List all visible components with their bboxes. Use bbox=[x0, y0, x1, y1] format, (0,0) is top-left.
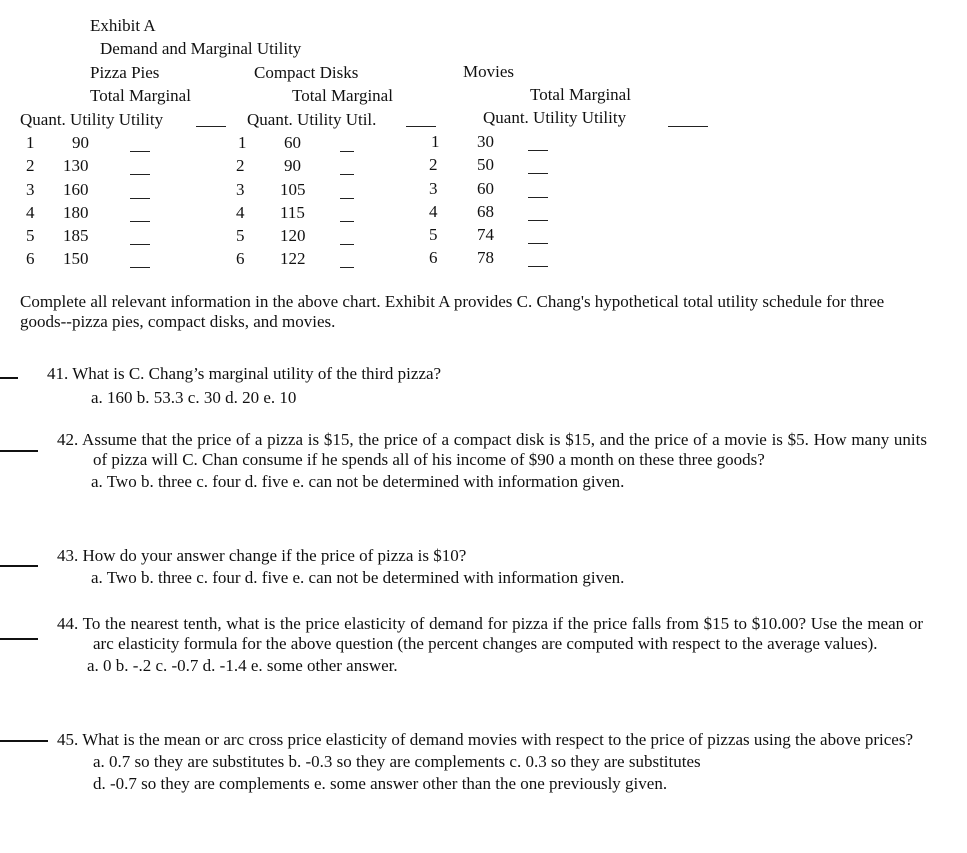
answer-options: a. 0 b. -.2 c. -0.7 d. -1.4 e. some other answer. bbox=[87, 656, 398, 675]
cd-header-blank bbox=[406, 126, 436, 127]
pizza-quantity: 4 bbox=[26, 203, 35, 222]
pizza-marginal-blank[interactable] bbox=[130, 198, 150, 199]
answer-blank-45[interactable] bbox=[0, 740, 48, 742]
cd-quantity: 3 bbox=[236, 180, 245, 199]
pizza-quantity: 5 bbox=[26, 226, 35, 245]
answer-options-line2: d. -0.7 so they are complements e. some answer other than the one previously given. bbox=[93, 774, 668, 793]
movie-quantity: 3 bbox=[429, 179, 438, 198]
question-stem: 43. How do your answer change if the price of pizza is $10? bbox=[57, 546, 467, 565]
movie-quantity: 6 bbox=[429, 248, 438, 267]
movie-header-line1: Total Marginal bbox=[530, 85, 631, 104]
cd-marginal-blank[interactable] bbox=[340, 151, 354, 152]
cd-quantity: 2 bbox=[236, 156, 245, 175]
movie-quantity: 1 bbox=[431, 132, 440, 151]
pizza-total-utility: 90 bbox=[72, 133, 89, 152]
cd-header-line1: Total Marginal bbox=[292, 86, 393, 105]
pizza-quantity: 2 bbox=[26, 156, 35, 175]
cd-quantity: 4 bbox=[236, 203, 245, 222]
movie-quantity: 2 bbox=[429, 155, 438, 174]
exhibit-title: Exhibit A bbox=[90, 16, 156, 35]
pizza-total-utility: 150 bbox=[63, 249, 89, 268]
cd-marginal-blank[interactable] bbox=[340, 174, 354, 175]
question-45 bbox=[57, 730, 923, 794]
cd-total-utility: 120 bbox=[280, 226, 306, 245]
movie-marginal-blank[interactable] bbox=[528, 266, 548, 267]
pizza-marginal-blank[interactable] bbox=[130, 267, 150, 268]
movie-total-utility: 78 bbox=[477, 248, 494, 267]
answer-blank-41[interactable] bbox=[0, 377, 18, 379]
answer-options: a. 0.7 so they are substitutes b. -0.3 so they are complements c. 0.3 so they are substitutes bbox=[93, 752, 701, 771]
good-name-movies: Movies bbox=[463, 62, 514, 81]
answer-blank-44[interactable] bbox=[0, 638, 38, 640]
movie-quantity: 5 bbox=[429, 225, 438, 244]
pizza-total-utility: 160 bbox=[63, 180, 89, 199]
pizza-header-line2: Quant. Utility Utility bbox=[20, 110, 164, 129]
cd-marginal-blank[interactable] bbox=[340, 267, 354, 268]
movie-marginal-blank[interactable] bbox=[528, 197, 548, 198]
question-stem: 44. To the nearest tenth, what is the price elasticity of demand for pizza if the price falls from $15 to $10.00? Use the mean or arc elasticity formula for the above question (the percent changes are computed with respect to the average values). bbox=[57, 614, 923, 653]
answer-options: a. Two b. three c. four d. five e. can not be determined with information given. bbox=[91, 472, 625, 491]
instructions-paragraph: Complete all relevant information in the above chart. Exhibit A provides C. Chang's hypothetical total utility schedule for three goods--pizza pies, compact disks, and movies. bbox=[20, 292, 885, 331]
question-41 bbox=[47, 364, 927, 408]
answer-options: a. 160 b. 53.3 c. 30 d. 20 e. 10 bbox=[91, 388, 297, 407]
movie-marginal-blank[interactable] bbox=[528, 243, 548, 244]
movie-total-utility: 50 bbox=[477, 155, 494, 174]
answer-blank-43[interactable] bbox=[0, 565, 38, 567]
pizza-quantity: 1 bbox=[26, 133, 35, 152]
cd-total-utility: 122 bbox=[280, 249, 306, 268]
cd-total-utility: 105 bbox=[280, 180, 306, 199]
movie-header-line2: Quant. Utility Utility bbox=[483, 108, 627, 127]
cd-quantity: 6 bbox=[236, 249, 245, 268]
movie-marginal-blank[interactable] bbox=[528, 220, 548, 221]
answer-blank-42[interactable] bbox=[0, 450, 38, 452]
movie-marginal-blank[interactable] bbox=[528, 173, 548, 174]
cd-total-utility: 60 bbox=[284, 133, 301, 152]
pizza-total-utility: 185 bbox=[63, 226, 89, 245]
pizza-marginal-blank[interactable] bbox=[130, 244, 150, 245]
good-name-pizza: Pizza Pies bbox=[90, 63, 160, 82]
pizza-marginal-blank[interactable] bbox=[130, 151, 150, 152]
cd-total-utility: 90 bbox=[284, 156, 301, 175]
cd-quantity: 5 bbox=[236, 226, 245, 245]
movie-total-utility: 30 bbox=[477, 132, 494, 151]
movie-total-utility: 60 bbox=[477, 179, 494, 198]
pizza-quantity: 3 bbox=[26, 180, 35, 199]
cd-marginal-blank[interactable] bbox=[340, 244, 354, 245]
movie-total-utility: 68 bbox=[477, 202, 494, 221]
cd-quantity: 1 bbox=[238, 133, 247, 152]
cd-total-utility: 115 bbox=[280, 203, 305, 222]
question-stem: 41. What is C. Chang’s marginal utility of the third pizza? bbox=[47, 364, 442, 383]
pizza-marginal-blank[interactable] bbox=[130, 174, 150, 175]
pizza-header-line1: Total Marginal bbox=[90, 86, 191, 105]
movie-marginal-blank[interactable] bbox=[528, 150, 548, 151]
answer-options: a. Two b. three c. four d. five e. can not be determined with information given. bbox=[91, 568, 625, 587]
cd-header-line2: Quant. Utility Util. bbox=[247, 110, 377, 129]
pizza-quantity: 6 bbox=[26, 249, 35, 268]
question-42 bbox=[57, 430, 927, 492]
question-stem: 42. Assume that the price of a pizza is $15, the price of a compact disk is $15, and the price of a movie is $5. How many units of pizza will C. Chan consume if he spends all of his income of $90 a month on these three goods? bbox=[57, 430, 927, 469]
pizza-marginal-blank[interactable] bbox=[130, 221, 150, 222]
question-stem: 45. What is the mean or arc cross price elasticity of demand movies with respect to the price of pizzas using the above prices? bbox=[57, 730, 914, 749]
question-43 bbox=[57, 546, 927, 588]
exhibit-subtitle: Demand and Marginal Utility bbox=[100, 39, 302, 58]
movie-total-utility: 74 bbox=[477, 225, 494, 244]
pizza-header-blank bbox=[196, 126, 226, 127]
good-name-cd: Compact Disks bbox=[254, 63, 359, 82]
movie-quantity: 4 bbox=[429, 202, 438, 221]
pizza-total-utility: 180 bbox=[63, 203, 89, 222]
question-44 bbox=[57, 614, 923, 676]
cd-marginal-blank[interactable] bbox=[340, 198, 354, 199]
cd-marginal-blank[interactable] bbox=[340, 221, 354, 222]
movie-header-blank bbox=[668, 126, 708, 127]
pizza-total-utility: 130 bbox=[63, 156, 89, 175]
